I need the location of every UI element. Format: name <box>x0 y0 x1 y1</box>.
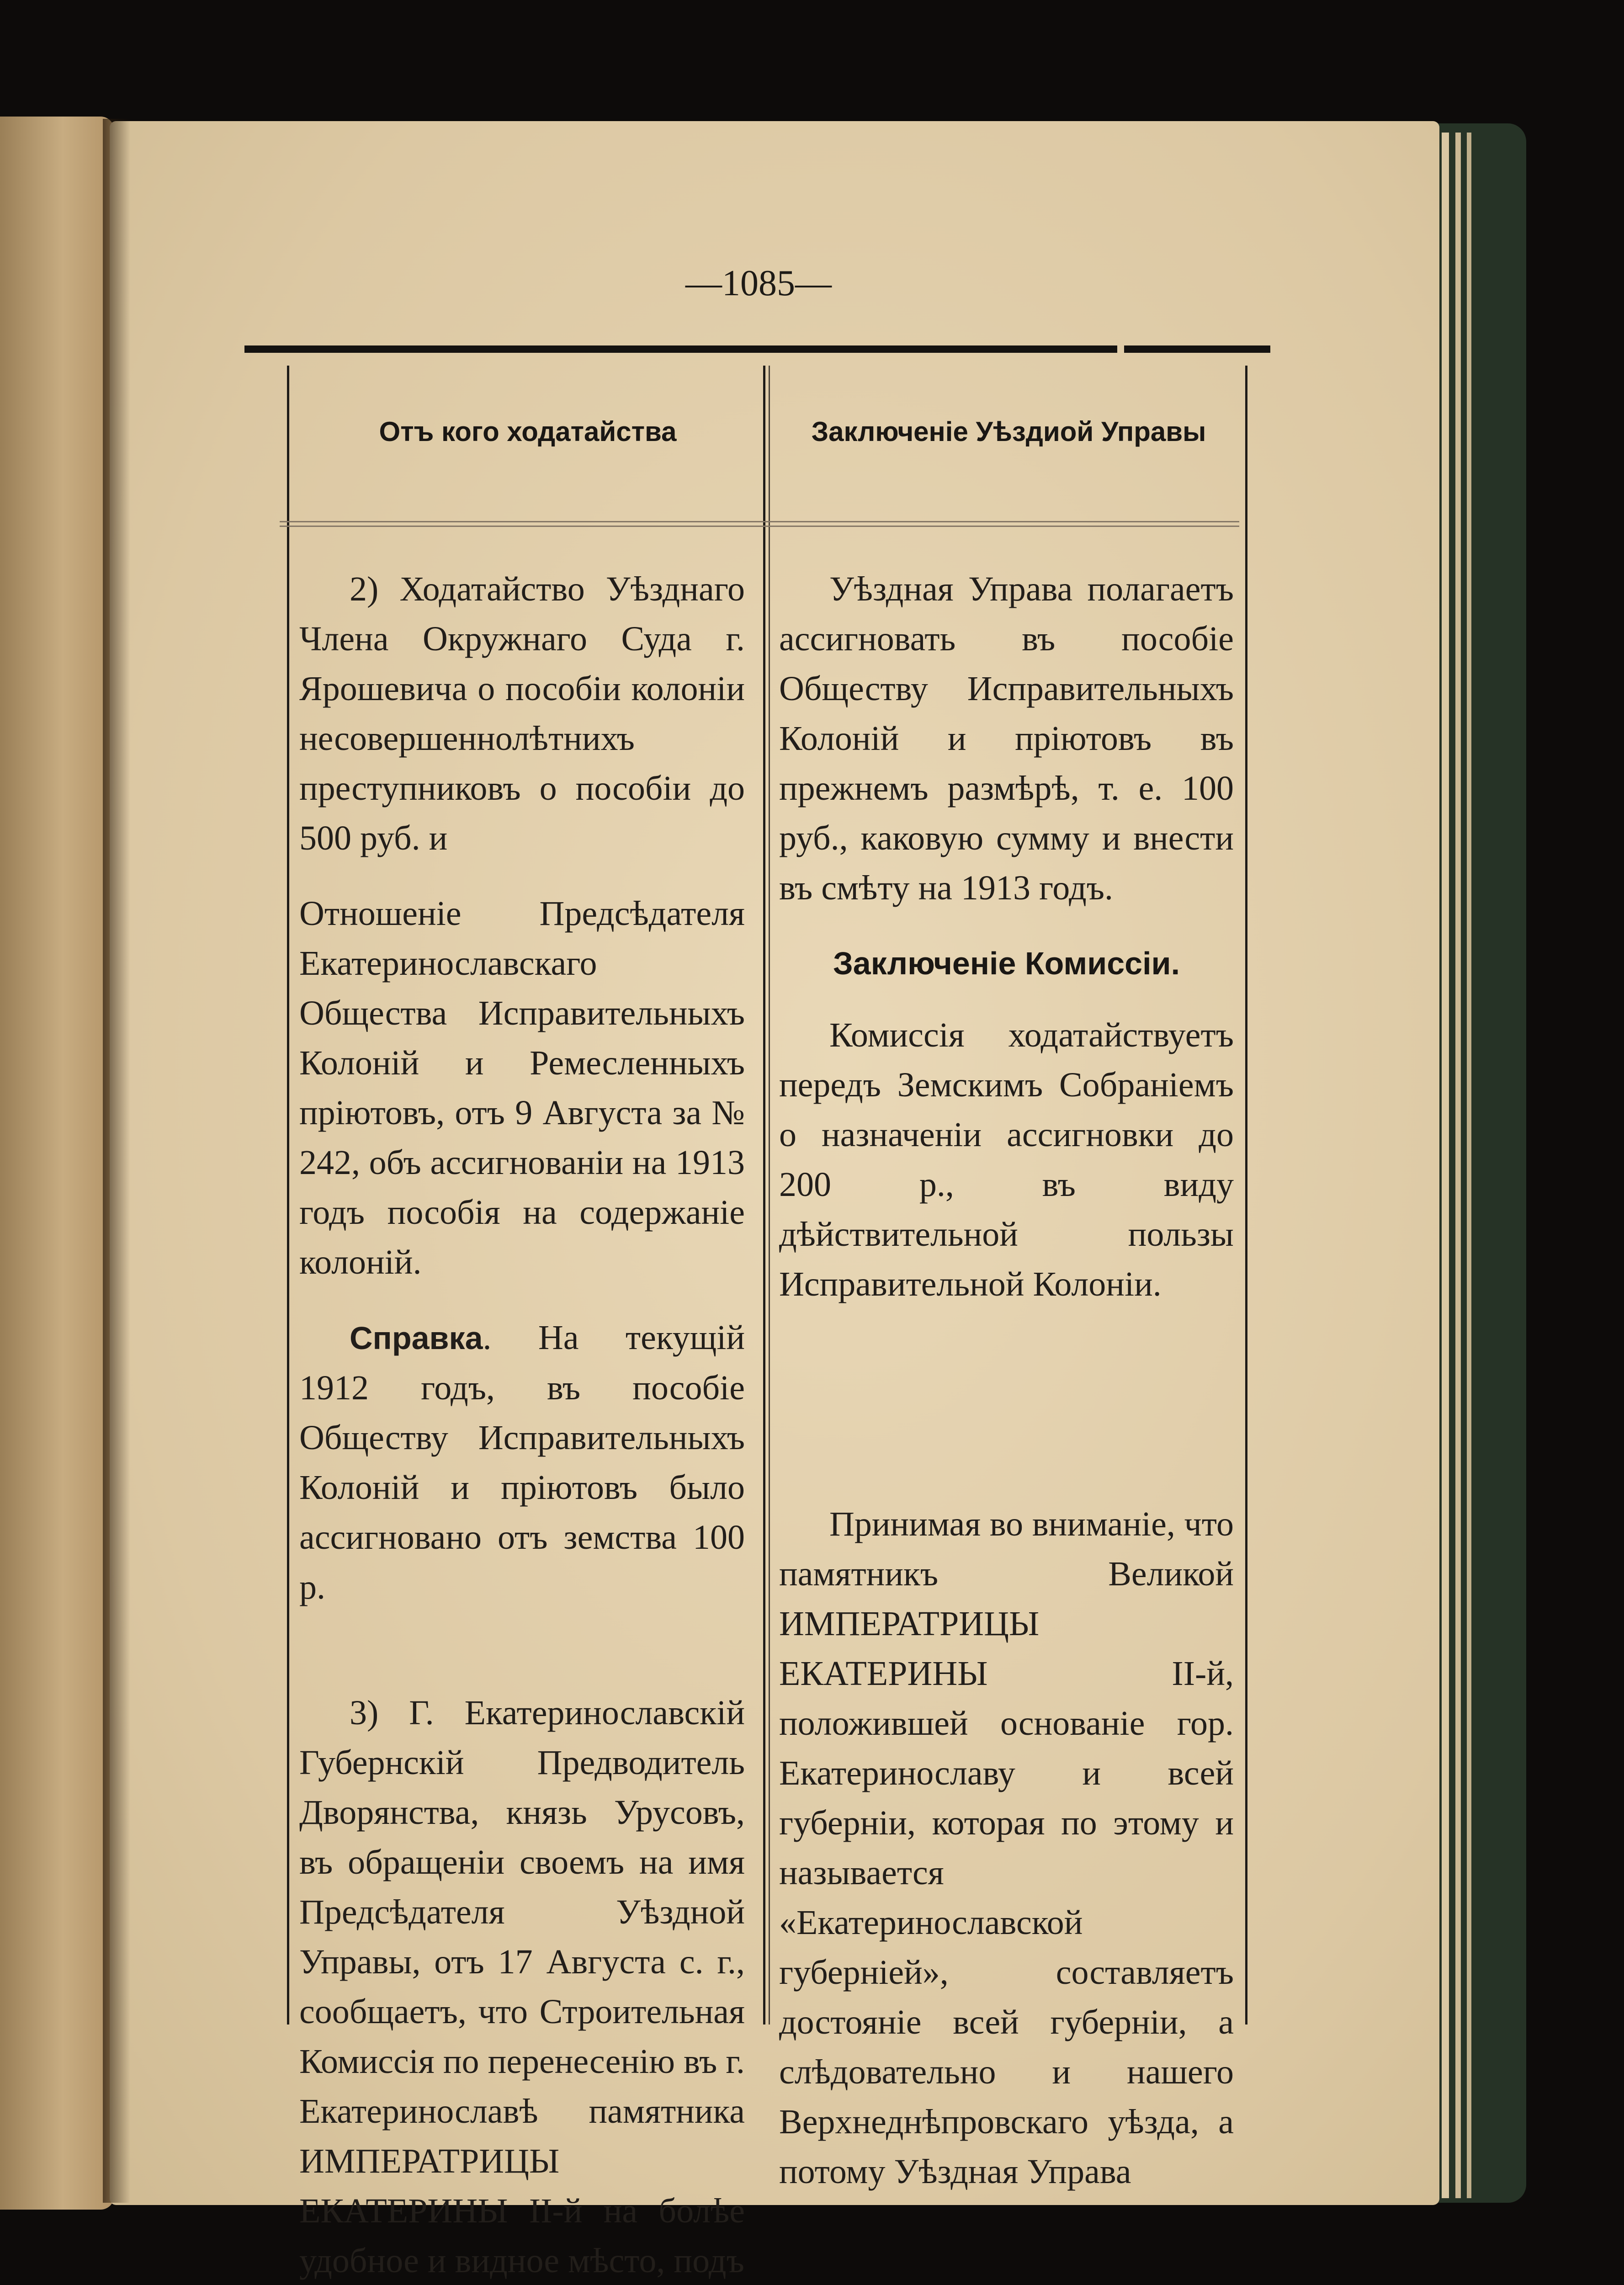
column-header-left: Отъ кого ходатайства <box>379 416 677 447</box>
page-stack-edge <box>1442 133 1449 2198</box>
page-number: —1085— <box>685 263 832 303</box>
table-column-divider <box>769 366 770 2025</box>
spine-shadow <box>103 119 130 2203</box>
left-column <box>299 564 745 2285</box>
item-2-text: 2) Ходатайство Уѣзднаго Члена Окружнаго Суда г. Ярошевича о пособіи колоніи несовершеннолѣтнихъ преступниковъ о пособіи до 500 руб. и <box>299 570 745 857</box>
page-stack-edge <box>1467 133 1471 2198</box>
top-rule <box>1124 345 1270 353</box>
note-text: . На текущій 1912 годъ, въ пособіе Обществу Исправительныхъ Колоній и пріютовъ было ассигновано отъ земства 100 р. <box>299 1318 745 1606</box>
table-border-right <box>1245 366 1247 2025</box>
header-rule <box>280 526 1239 527</box>
note-label: Справка <box>350 1320 483 1356</box>
commission-text: Комиссія ходатайствуетъ передъ Земскимъ Собраніемъ о назначеніи ассигновки до 200 р., въ виду дѣйствительной пользы Исправительной Колоніи. <box>779 1016 1234 1303</box>
top-rule <box>244 345 1117 353</box>
facing-page-edge <box>0 117 114 2210</box>
page-stack-edge <box>1455 133 1461 2198</box>
note-paragraph <box>299 1313 745 1612</box>
right-column <box>779 564 1234 2222</box>
column-header-right: Заключеніе Уѣздиой Управы <box>811 416 1206 447</box>
item-3-text: 3) Г. Екатеринославскій Губернскій Предводитель Дворянства, князь Урусовъ, въ обращеніи своемъ на имя Предсѣдателя Уѣздной Управы, отъ 17 Августа с. г., сообщаетъ, что Строительная Комиссія по перенесенію въ г. Екатеринославѣ памятника ИМПЕРАТРИЦЫ ЕКАТЕРИНЫ II-й на болѣе удобное и видное мѣсто, подъ <box>299 1694 745 2280</box>
relation-text: Отношеніе Предсѣдателя Екатеринославскаго Общества Исправительныхъ Колоній и Ремесленныхъ пріютовъ, отъ 9 Августа за № 242, объ ассигнованіи на 1913 годъ пособія на содержаніе колоній. <box>299 894 745 1281</box>
monument-text: Принимая во вниманіе, что памятникъ Великой ИМПЕРАТРИЦЫ ЕКАТЕРИНЫ II-й, положившей основаніе гор. Екатеринославу и всей губерніи, которая по этому и называется «Екатеринославской губерніей», составляетъ достояніе всей губерніи, а слѣдовательно и нашего Верхнеднѣпровскаго уѣзда, а потому Уѣздная Управа <box>779 1505 1234 2191</box>
table-column-divider <box>763 366 765 2025</box>
commission-heading: Заключеніе Комиссіи. <box>833 946 1180 981</box>
header-rule <box>280 521 1239 522</box>
board-conclusion: Уѣздная Управа полагаетъ ассигновать въ пособіе Обществу Исправительныхъ Колоній и пріютовъ въ прежнемъ размѣрѣ, т. е. 100 руб., каковую сумму и внести въ смѣту на 1913 годъ. <box>779 570 1234 907</box>
table-border-left <box>287 366 289 2025</box>
